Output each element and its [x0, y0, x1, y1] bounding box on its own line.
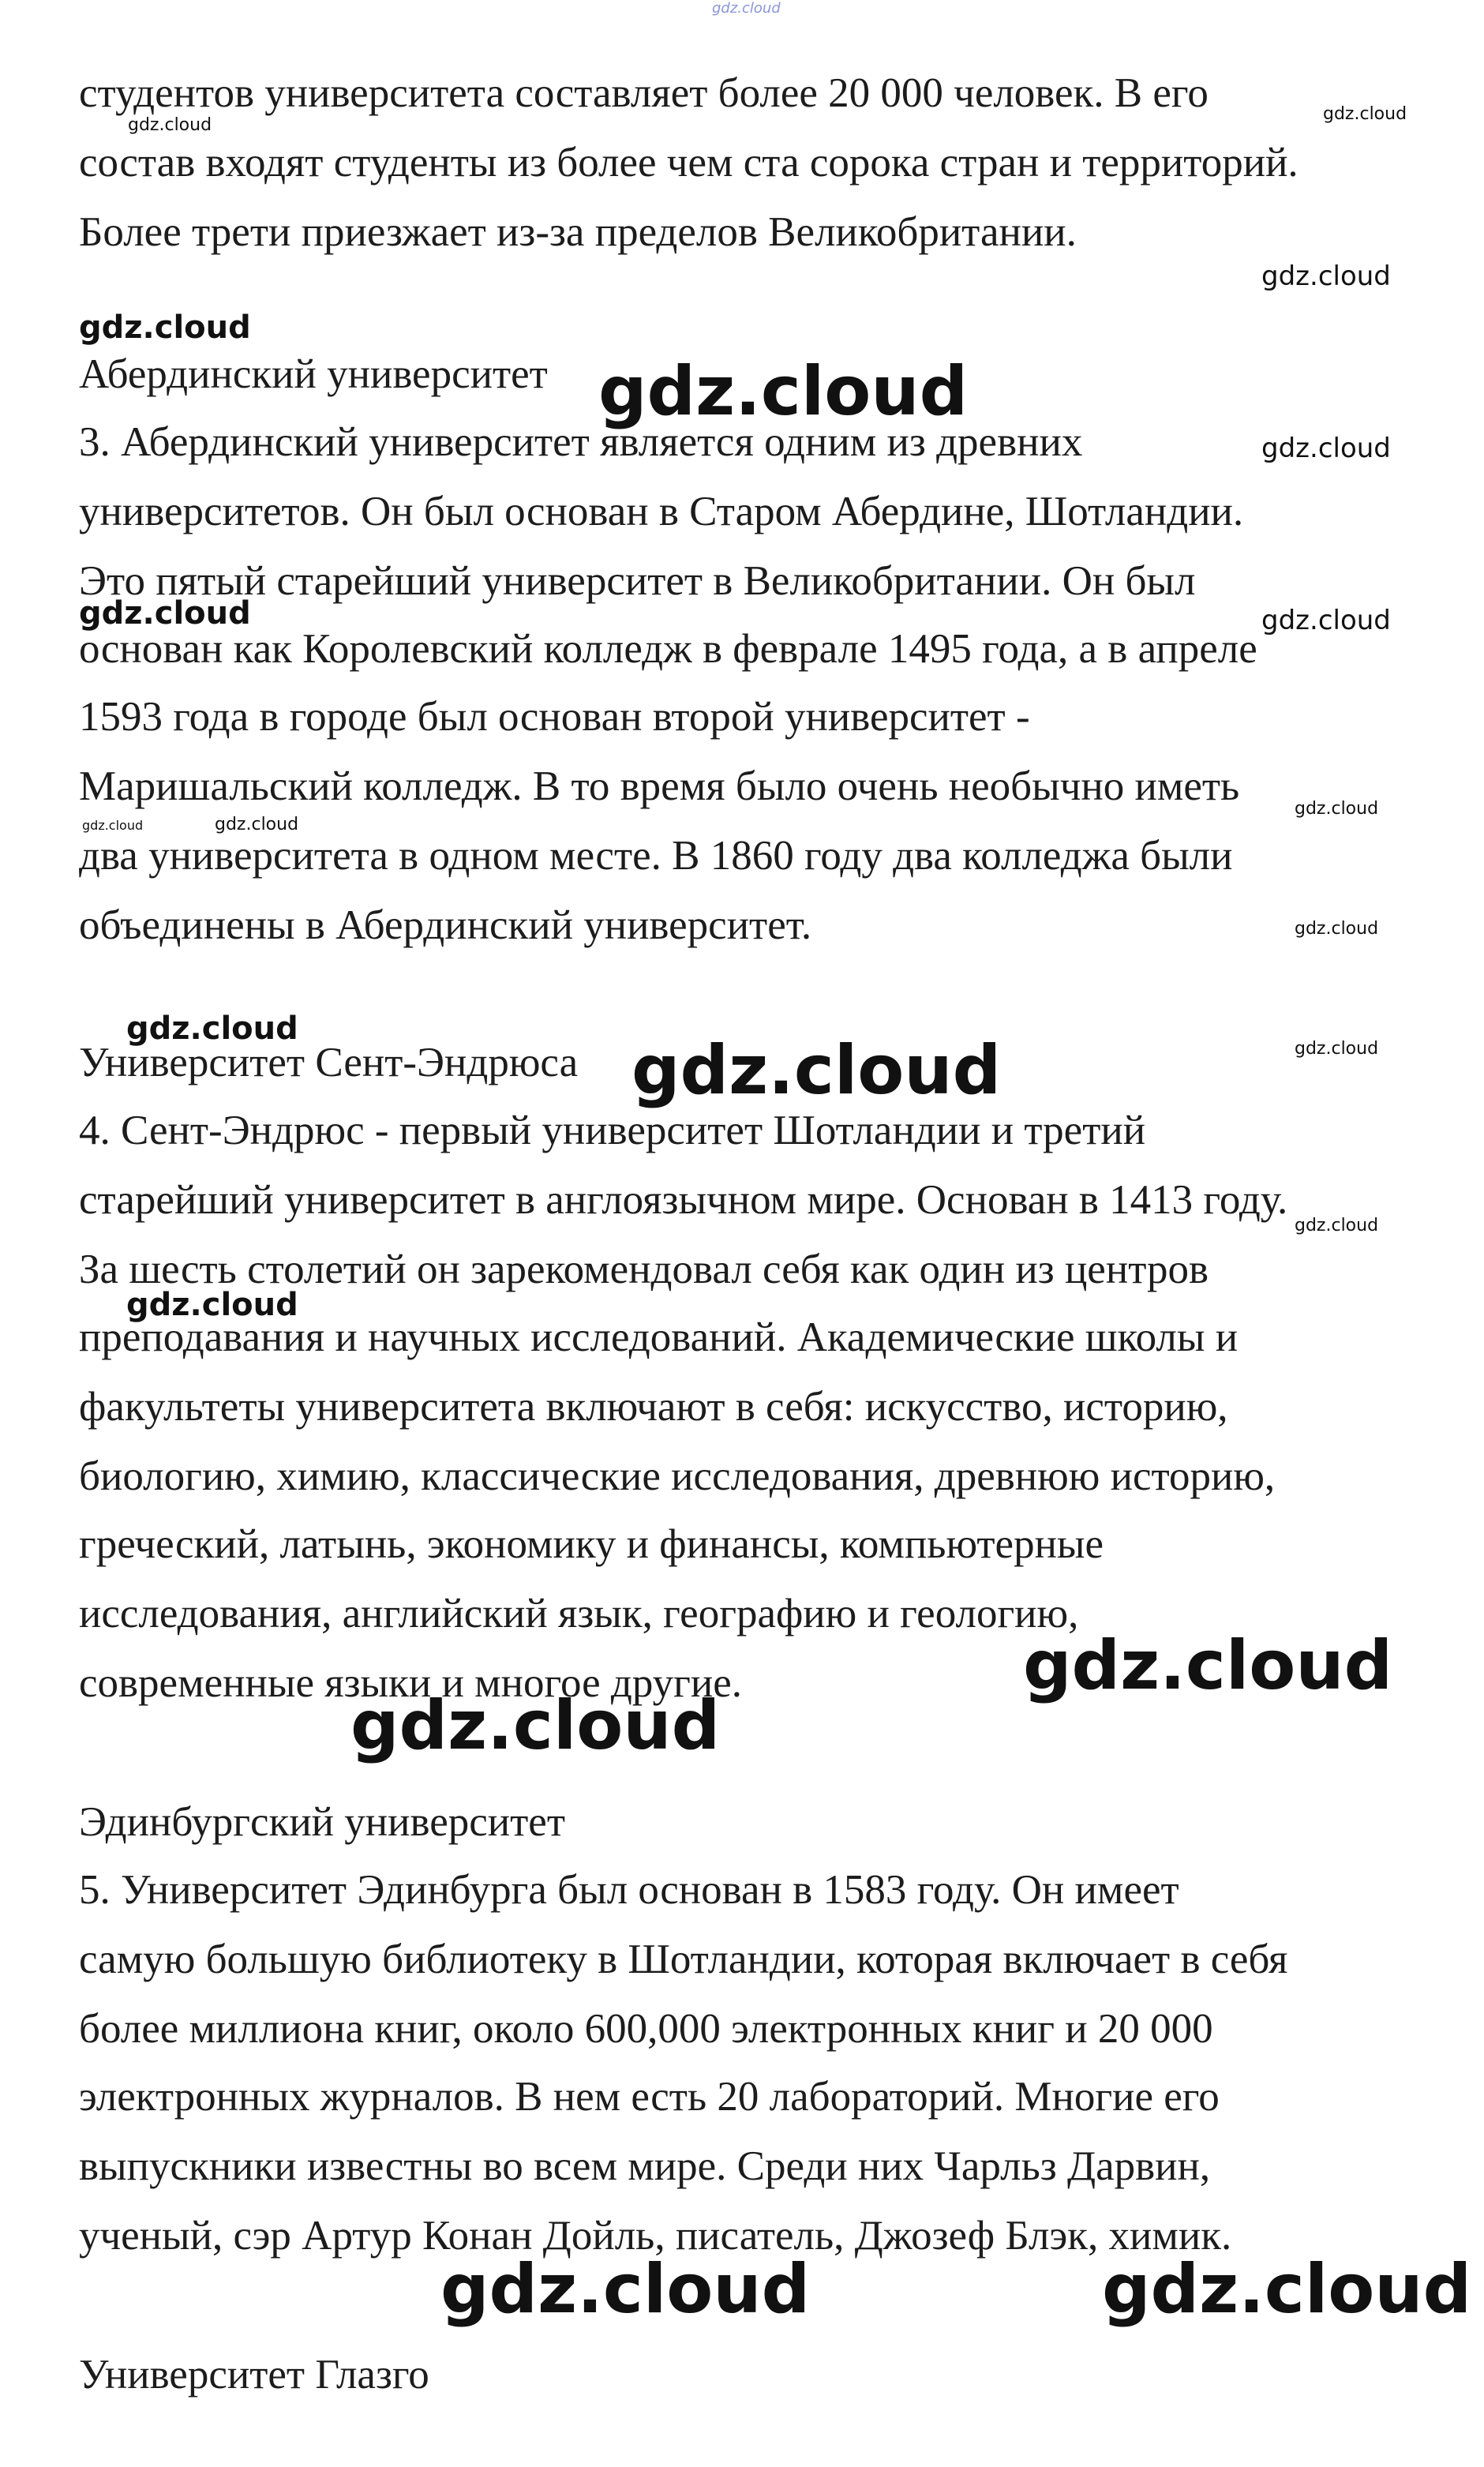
watermark: gdz.cloud	[79, 309, 251, 346]
watermark: gdz.cloud	[126, 1287, 298, 1323]
st-andrews-line-5: факультеты университета включают в себя: искусство, историю,	[79, 1384, 1228, 1430]
watermark: gdz.cloud	[82, 818, 144, 833]
aberdeen-line-3: Это пятый старейший университет в Великобритании. Он был	[79, 558, 1196, 604]
aberdeen-line-8: объединены в Абердинский университет.	[79, 902, 812, 948]
top-watermark: gdz.cloud	[712, 0, 781, 17]
st-andrews-line-6: биологию, химию, классические исследования, древнюю историю,	[79, 1453, 1276, 1499]
edinburgh-line-3: более миллиона книг, около 600,000 электронных книг и 20 000	[79, 2006, 1213, 2052]
st-andrews-line-9: современные языки и многое другие.	[79, 1660, 743, 1706]
edinburgh-line-5: выпускники известны во всем мире. Среди них Чарльз Дарвин,	[79, 2143, 1211, 2189]
st-andrews-line-2: старейший университет в англоязычном мире. Основан в 1413 году.	[79, 1177, 1288, 1223]
intro-line-2: состав входят студенты из более чем ста сорока стран и территорий.	[79, 140, 1298, 186]
intro-line-1: студентов университета составляет более 20 000 человек. В его	[79, 70, 1209, 116]
st-andrews-line-7: греческий, латынь, экономику и финансы, компьютерные	[79, 1521, 1104, 1567]
watermark: gdz.cloud	[1323, 104, 1407, 124]
watermark: gdz.cloud	[1295, 1039, 1379, 1059]
watermark: gdz.cloud	[1261, 261, 1391, 292]
edinburgh-line-2: самую большую библиотеку в Шотландии, которая включает в себя	[79, 1936, 1288, 1982]
watermark: gdz.cloud	[1261, 433, 1391, 464]
edinburgh-line-4: электронных журналов. В нем есть 20 лабораторий. Многие его	[79, 2074, 1220, 2120]
watermark: gdz.cloud	[1295, 919, 1379, 939]
st-andrews-line-3: За шесть столетий он зарекомендовал себя как один из центров	[79, 1247, 1209, 1292]
aberdeen-line-6: Маришальский колледж. В то время было очень необычно иметь	[79, 763, 1240, 809]
aberdeen-line-5: 1593 года в городе был основан второй университет -	[79, 694, 1030, 740]
section-heading-glasgow: Университет Глазго	[79, 2352, 429, 2398]
section-heading-aberdeen: Абердинский университет	[79, 351, 548, 397]
watermark: gdz.cloud	[79, 595, 251, 632]
watermark: gdz.cloud	[215, 815, 299, 834]
watermark: gdz.cloud	[1102, 2250, 1472, 2329]
watermark: gdz.cloud	[128, 115, 212, 135]
watermark: gdz.cloud	[350, 1686, 721, 1765]
section-heading-st-andrews: Университет Сент-Эндрюса	[79, 1040, 579, 1085]
st-andrews-line-4: преподавания и научных исследований. Академические школы и	[79, 1314, 1239, 1360]
section-heading-edinburgh: Эдинбургский университет	[79, 1799, 565, 1845]
edinburgh-line-6: ученый, сэр Артур Конан Дойль, писатель, Джозеф Блэк, химик.	[79, 2213, 1232, 2259]
watermark: gdz.cloud	[1295, 1216, 1379, 1235]
st-andrews-line-1: 4. Сент-Эндрюс - первый университет Шотландии и третий	[79, 1108, 1146, 1153]
aberdeen-line-2: университетов. Он был основан в Старом Абердине, Шотландии.	[79, 489, 1244, 534]
watermark: gdz.cloud	[631, 1031, 1002, 1110]
watermark: gdz.cloud	[1295, 799, 1379, 819]
aberdeen-line-1: 3. Абердинский университет является одним из древних	[79, 419, 1083, 465]
watermark: gdz.cloud	[1023, 1626, 1393, 1705]
st-andrews-line-8: исследования, английский язык, географию и геологию,	[79, 1591, 1079, 1637]
watermark: gdz.cloud	[1261, 605, 1391, 636]
aberdeen-line-4: основан как Королевский колледж в феврале 1495 года, а в апреле	[79, 626, 1257, 672]
edinburgh-line-1: 5. Университет Эдинбурга был основан в 1583 году. Он имеет	[79, 1867, 1179, 1913]
watermark: gdz.cloud	[598, 352, 969, 431]
intro-line-3: Более трети приезжает из-за пределов Великобритании.	[79, 209, 1077, 255]
watermark: gdz.cloud	[126, 1010, 298, 1047]
watermark: gdz.cloud	[440, 2250, 811, 2329]
aberdeen-line-7: два университета в одном месте. В 1860 году два колледжа были	[79, 833, 1233, 879]
